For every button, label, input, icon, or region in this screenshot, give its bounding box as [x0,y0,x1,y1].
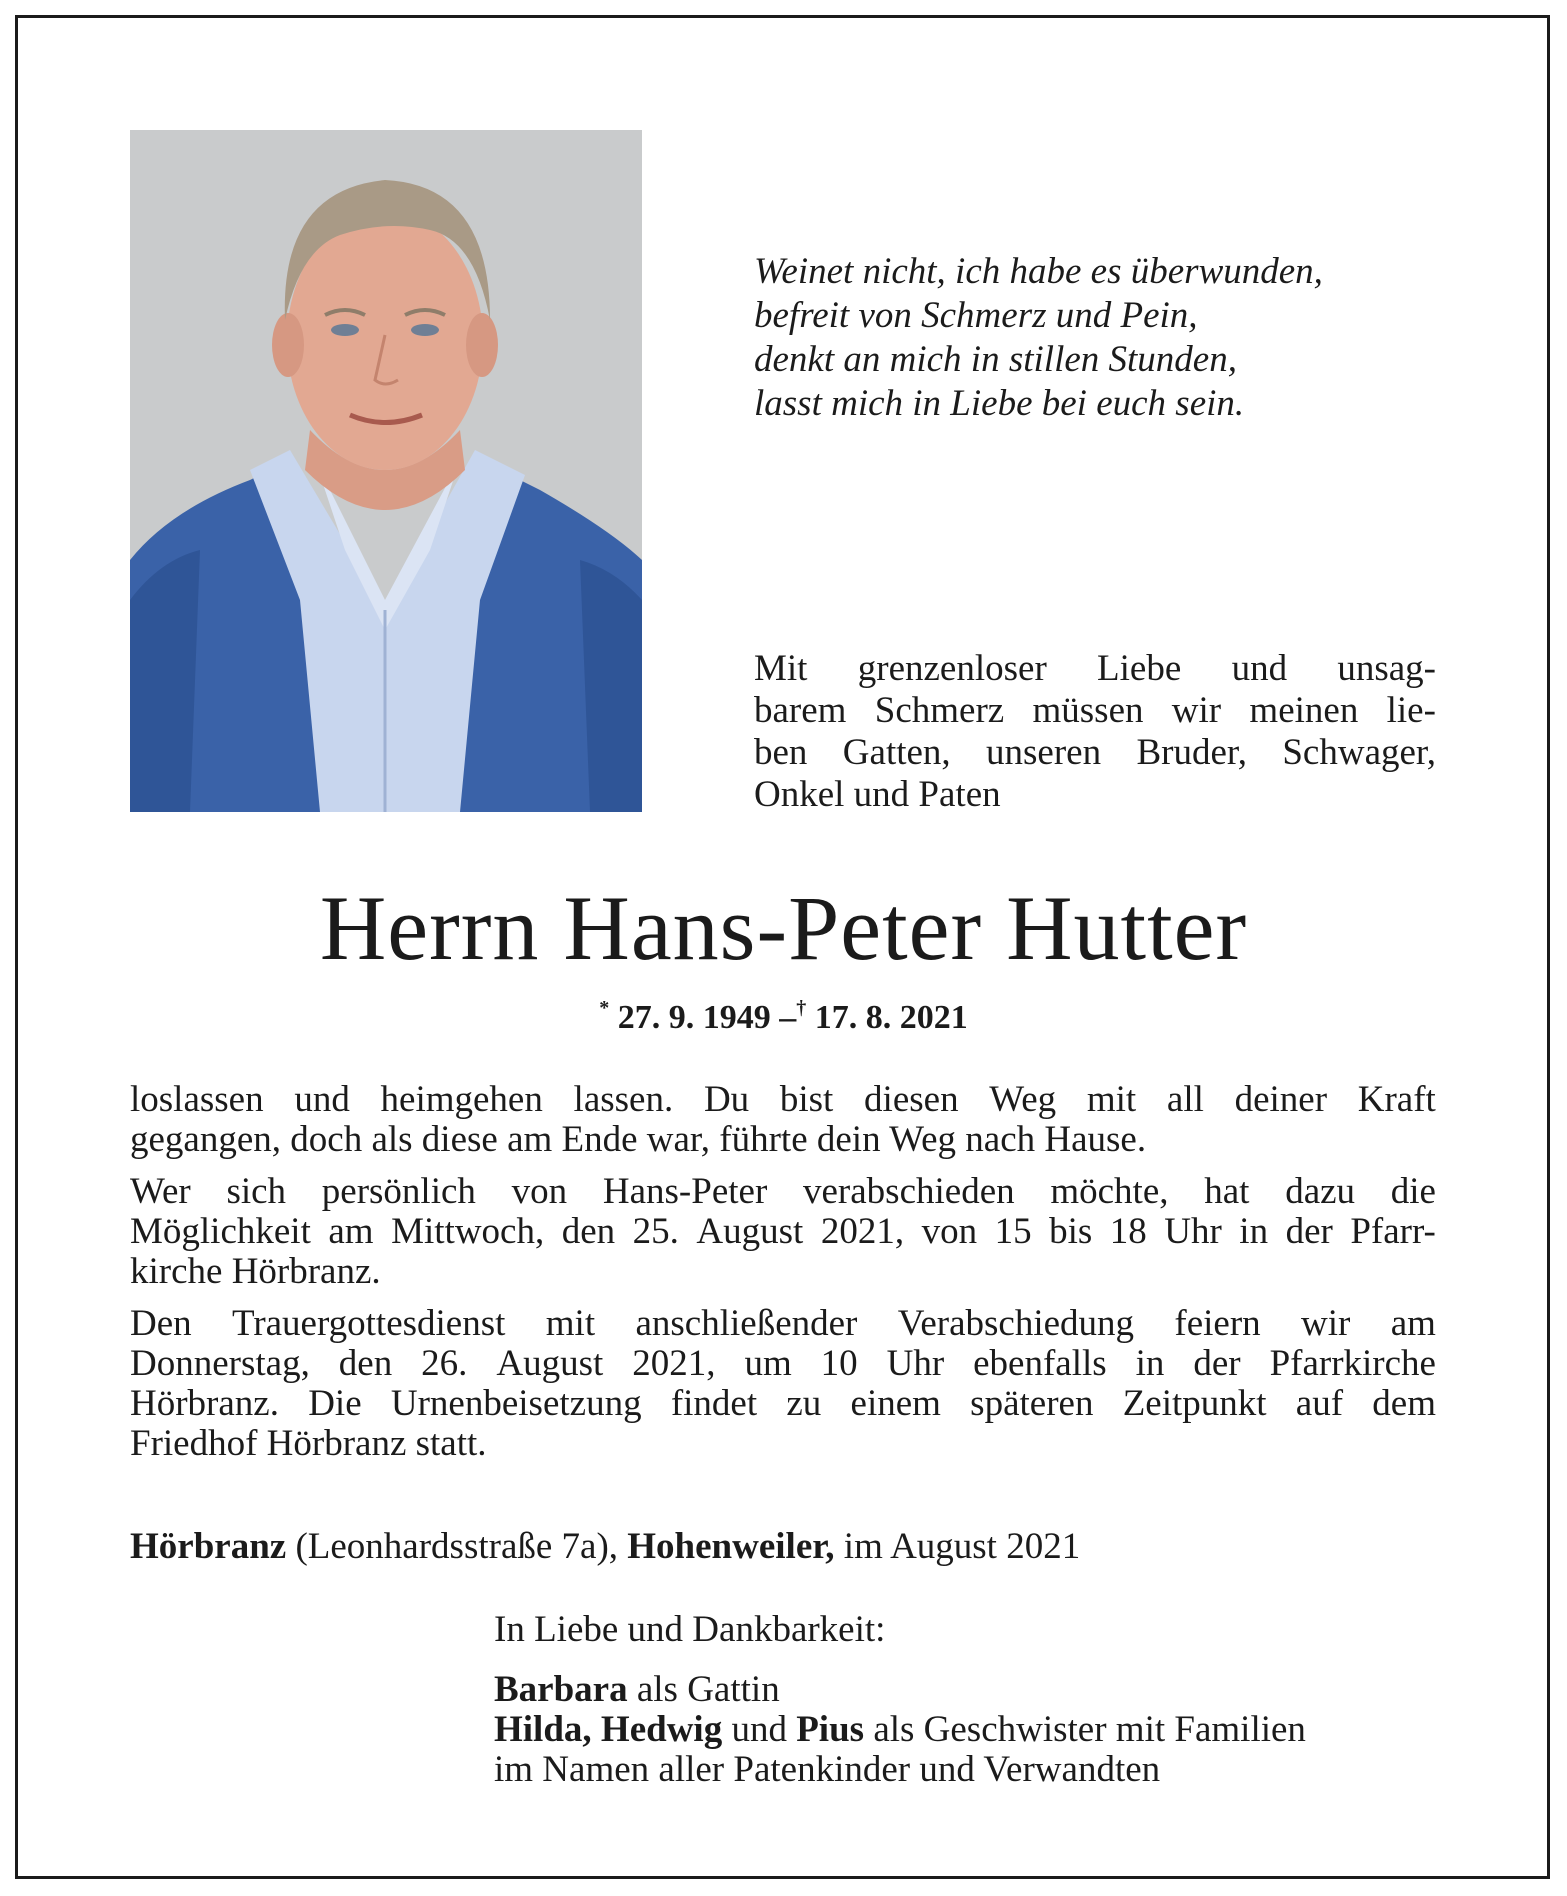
place-and-date [130,1525,1436,1569]
word: Pfarr- [1350,1211,1436,1252]
word: dem [1372,1383,1436,1424]
sibling-names: Hilda, Hedwig [494,1709,723,1750]
word: wir [1301,1303,1351,1344]
intro-line [754,648,1436,690]
word: grenzenloser [857,648,1047,689]
signature-line: im Namen aller Patenkinder und Verwandten [494,1749,1161,1790]
life-dates [0,996,1567,1040]
word: Wer [130,1171,191,1212]
birth-date: 27. 9. 1949 [617,999,771,1036]
word: barem [754,690,847,731]
signature-block [494,1610,1454,1790]
word: um [744,1343,792,1384]
word: hat [1204,1171,1250,1212]
word: auf [1295,1383,1344,1424]
word: Den [130,1303,192,1344]
text-line [130,1304,1436,1344]
word: Zeitpunkt [1122,1383,1267,1424]
word: Liebe [1097,648,1182,689]
word: feiern [1174,1303,1261,1344]
birth-mark: * [599,996,610,1019]
portrait-photo [130,130,642,812]
word: findet [670,1383,758,1424]
word: dazu [1285,1171,1356,1212]
word: Schmerz [874,690,1005,731]
word: den [338,1343,393,1384]
word: unseren [986,732,1102,773]
word: 10 [820,1343,858,1384]
text-line: Friedhof Hörbranz statt. [130,1423,487,1464]
word: unsag- [1337,648,1436,689]
word: August [496,1343,604,1384]
intro-line [754,690,1436,732]
death-date: 17. 8. 2021 [814,999,968,1036]
word: zu [786,1383,822,1424]
text-line: gegangen, doch als diese am Ende war, führte dein Weg nach Hause. [130,1119,1147,1160]
signature-line [494,1710,1454,1750]
word: am [1390,1303,1436,1344]
word: August [696,1211,804,1252]
word: Verabschiedung [897,1303,1135,1344]
word: sich [226,1171,287,1212]
word: verabschieden [803,1171,1015,1212]
word: 2021, [632,1343,716,1384]
word: deiner [1234,1079,1328,1120]
word: Uhr [886,1343,945,1384]
word: ebenfalls [973,1343,1107,1384]
spouse-name: Barbara [494,1669,628,1710]
word: von [921,1211,978,1252]
poem-line: Weinet nicht, ich habe es überwunden, [754,251,1323,292]
date-separator: – [779,999,797,1036]
word: einem [850,1383,941,1424]
town-horbranz: Hörbranz [130,1526,287,1567]
word: Weg [989,1079,1057,1120]
signature-intro: In Liebe und Dankbarkeit: [494,1609,886,1650]
word: Die [308,1383,362,1424]
word: der [1285,1211,1333,1252]
word: meinen [1249,690,1359,731]
poem [754,250,1474,426]
announcement-body [130,1080,1436,1476]
word: in [1239,1211,1269,1252]
paragraph [130,1172,1436,1292]
month-year: im August 2021 [843,1526,1081,1567]
word: Schwager, [1282,732,1436,773]
word: und [1231,648,1288,689]
word: Mittwoch, [391,1211,545,1252]
word: Kraft [1357,1079,1436,1120]
text-line [130,1212,1436,1252]
word: ben [754,732,808,773]
word: am [328,1211,374,1252]
word: und [294,1079,350,1120]
intro-text [754,648,1436,816]
text-line [130,1080,1436,1120]
word: Du [703,1079,750,1120]
word: Uhr [1164,1211,1222,1252]
word: wir [1171,690,1222,731]
sibling-role: als Geschwister mit Familien [873,1709,1306,1750]
word: die [1390,1171,1436,1212]
word: anschließender [635,1303,858,1344]
paragraph [130,1304,1436,1464]
word: bis [1049,1211,1093,1252]
word: lassen. [573,1079,674,1120]
word: bist [779,1079,834,1120]
death-mark: † [796,996,807,1019]
word: 18 [1109,1211,1147,1252]
poem-line: befreit von Schmerz und Pein, [754,295,1198,336]
poem-line: denkt an mich in stillen Stunden, [754,339,1237,380]
word: loslassen [130,1079,264,1120]
word: späteren [970,1383,1094,1424]
word: in [1135,1343,1165,1384]
spouse-role: als Gattin [636,1669,780,1710]
word: müssen [1032,690,1144,731]
word: 2021, [820,1211,905,1252]
address: (Leonhardsstraße 7a), [295,1526,619,1567]
word: von [511,1171,568,1212]
word: lie- [1386,690,1436,731]
town-hohenweiler: Hohenweiler, [627,1526,835,1567]
deceased-name: Herrn Hans-Peter Hutter [319,877,1248,979]
word: Mit [754,648,808,689]
intro-line: Onkel und Paten [754,774,1001,815]
word: Donnerstag, [130,1343,310,1384]
word: mit [545,1303,596,1344]
text-line [130,1344,1436,1384]
word: Bruder, [1136,732,1247,773]
paragraph [130,1080,1436,1160]
word: 25. [632,1211,679,1252]
signature-line [494,1670,1454,1710]
word: Gatten, [842,732,951,773]
word: den [561,1211,616,1252]
word: der [1193,1343,1241,1384]
word: Hans-Peter [602,1171,768,1212]
text-line [130,1384,1436,1424]
word: Trauergottesdienst [232,1303,506,1344]
word: Urnenbeisetzung [390,1383,642,1424]
word: Pfarrkirche [1269,1343,1436,1384]
word: Möglichkeit [130,1211,311,1252]
conjunction: und [731,1709,787,1750]
poem-line: lasst mich in Liebe bei euch sein. [754,383,1245,424]
word: mit [1086,1079,1137,1120]
word: heimgehen [380,1079,543,1120]
word: möchte, [1050,1171,1169,1212]
word: Hörbranz. [130,1383,279,1424]
word: persönlich [321,1171,476,1212]
sibling-name: Pius [796,1709,865,1750]
word: 26. [421,1343,468,1384]
text-line [130,1172,1436,1212]
text-line: kirche Hörbranz. [130,1251,381,1292]
intro-line [754,732,1436,774]
word: diesen [864,1079,959,1120]
word: 15 [994,1211,1032,1252]
word: all [1166,1079,1204,1120]
